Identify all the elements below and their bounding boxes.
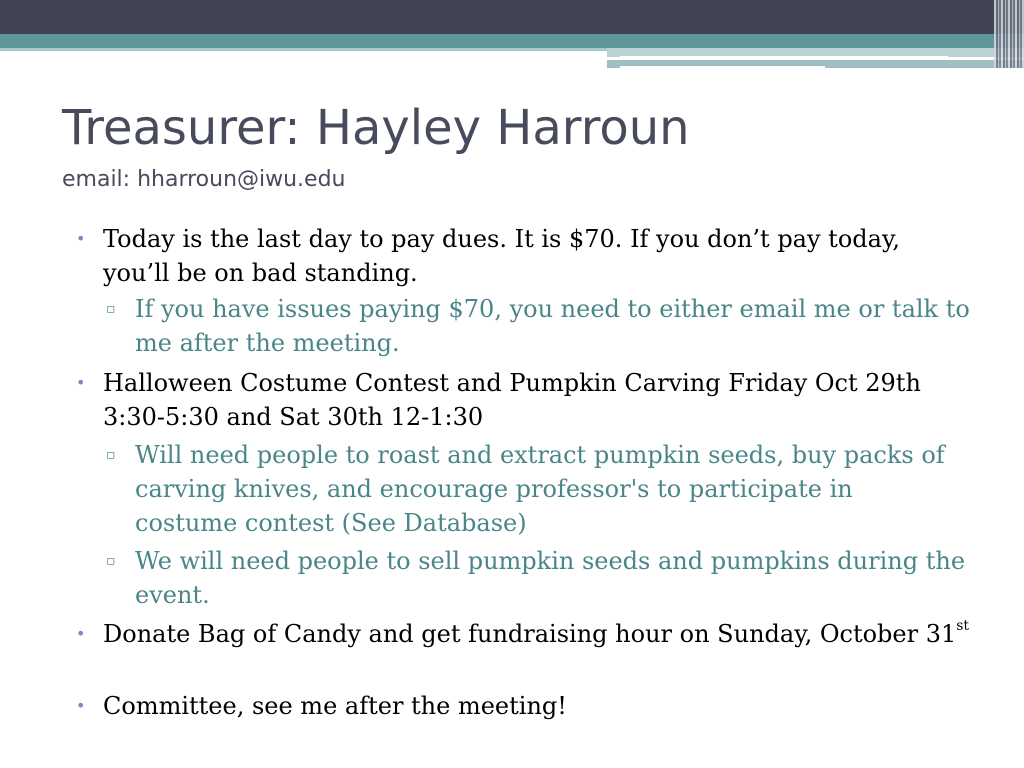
square-bullet-icon: ▫ [106,553,116,569]
sub-bullet-text: If you have issues paying $70, you need to either email me or talk to me after the meeting. [135,295,970,357]
bullet-text: Committee, see me after the meeting! [103,692,567,720]
square-bullet-icon: ▫ [106,447,116,463]
bullet-dot-icon: • [76,624,86,643]
slide-title: Treasurer: Hayley Harroun [62,100,690,156]
bullet-dot-icon: • [76,229,86,248]
bullet-item [76,617,973,651]
ordinal-superscript: st [956,618,970,634]
sub-bullet-item [106,292,975,360]
bullet-dot-icon: • [76,696,86,715]
bullet-item [76,222,973,290]
bullet-dot-icon: • [76,373,86,392]
sub-bullet-text: Will need people to roast and extract pumpkin seeds, buy packs of carving knives, and encourage professor's to participate in costume contest (See Database) [135,441,945,537]
bullet-item [76,689,973,723]
bullet-item [76,366,973,434]
bullet-text: Donate Bag of Candy and get fundraising hour on Sunday, October 31 [103,620,957,648]
bullet-text: Today is the last day to pay dues. It is $70. If you don’t pay today, you’ll be on bad standing. [103,225,900,287]
sub-bullet-text: We will need people to sell pumpkin seeds and pumpkins during the event. [135,547,966,609]
slide-subtitle-email: email: hharroun@iwu.edu [62,167,346,192]
sub-bullet-item [106,544,975,612]
sub-bullet-item [106,438,955,540]
square-bullet-icon: ▫ [106,301,116,317]
bullet-text: Halloween Costume Contest and Pumpkin Carving Friday Oct 29th 3:30-5:30 and Sat 30th 12-1:30 [103,369,921,431]
